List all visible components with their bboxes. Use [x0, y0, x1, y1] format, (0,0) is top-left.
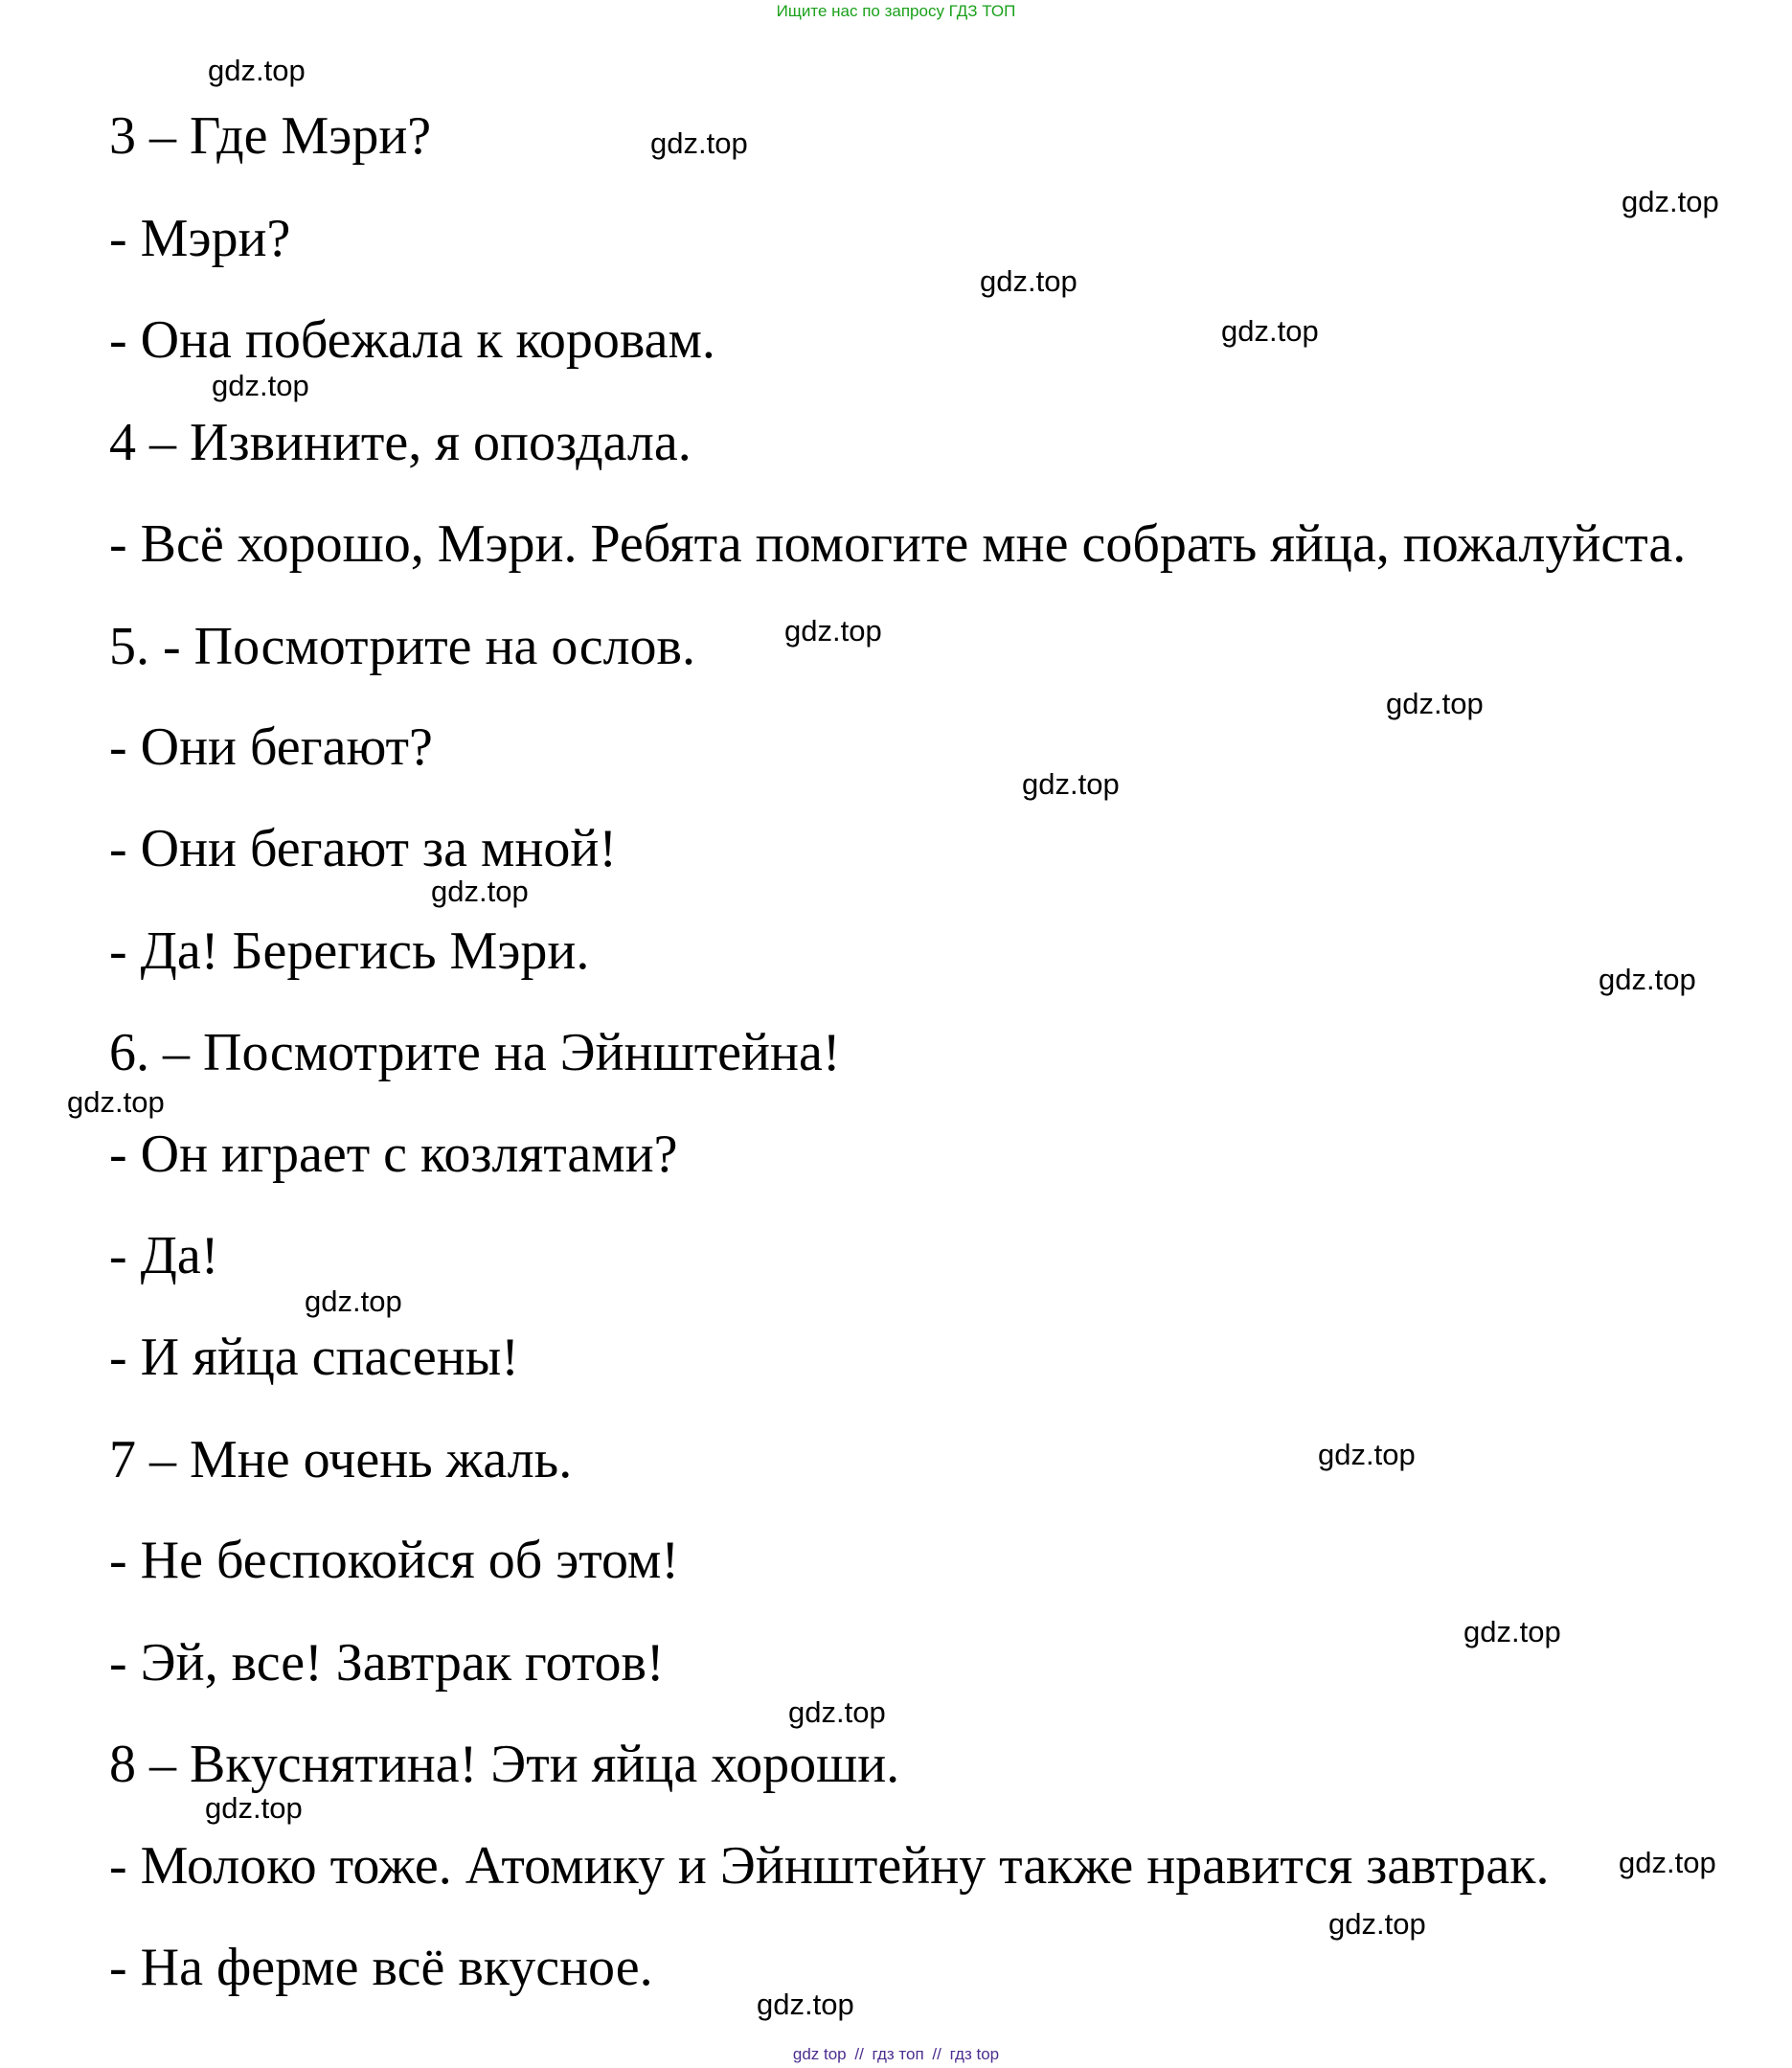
watermark: gdz.top — [1622, 185, 1719, 218]
dialogue-line: - Да! — [109, 1226, 219, 1285]
dialogue-line: - Молоко тоже. Атомику и Эйнштейну также нравится завтрак. — [109, 1836, 1550, 1896]
search-banner[interactable]: Ищите нас по запросу ГДЗ ТОП — [776, 2, 1016, 20]
watermark: gdz.top — [205, 1791, 303, 1825]
watermark: gdz.top — [305, 1284, 402, 1318]
watermark: gdz.top — [1463, 1615, 1561, 1648]
footer-links — [0, 2045, 1792, 2064]
dialogue-line: - Он играет с козлятами? — [109, 1125, 678, 1184]
dialogue-line: - Они бегают за мной! — [109, 819, 618, 878]
dialogue-line: 7 – Мне очень жаль. — [109, 1430, 573, 1489]
watermark: gdz.top — [757, 1988, 854, 2021]
watermark: gdz.top — [1318, 1438, 1416, 1471]
dialogue-line: - И яйца спасены! — [109, 1328, 519, 1387]
dialogue-line: 5. - Посмотрите на ослов. — [109, 617, 695, 676]
dialogue-line: - Она побежала к коровам. — [109, 310, 715, 370]
watermark: gdz.top — [431, 875, 529, 908]
dialogue-line: 8 – Вкуснятина! Эти яйца хороши. — [109, 1735, 900, 1794]
dialogue-line: 3 – Где Мэри? — [109, 106, 432, 166]
watermark: gdz.top — [650, 126, 748, 160]
watermark: gdz.top — [67, 1085, 165, 1119]
dialogue-line: - На ферме всё вкусное. — [109, 1938, 653, 1997]
watermark: gdz.top — [1328, 1907, 1426, 1941]
dialogue-line: - Они бегают? — [109, 717, 433, 777]
watermark: gdz.top — [212, 369, 309, 402]
watermark: gdz.top — [980, 264, 1077, 298]
watermark: gdz.top — [1022, 767, 1120, 801]
footer-link-gdz-top-ru[interactable]: гдз топ — [872, 2045, 924, 2063]
dialogue-line: 4 – Извините, я опоздала. — [109, 413, 692, 472]
footer-link-gdz-top[interactable]: gdz top — [792, 2045, 847, 2063]
footer-separator: // — [932, 2045, 941, 2063]
dialogue-line: - Всё хорошо, Мэри. Ребята помогите мне собрать яйца, пожалуйста. — [109, 514, 1687, 574]
footer-separator: // — [854, 2045, 864, 2063]
watermark: gdz.top — [1599, 963, 1696, 996]
dialogue-line: - Эй, все! Завтрак готов! — [109, 1633, 665, 1693]
watermark: gdz.top — [784, 614, 882, 648]
dialogue-line: - Не беспокойся об этом! — [109, 1531, 679, 1590]
watermark: gdz.top — [1221, 314, 1319, 348]
dialogue-line: - Да! Берегись Мэри. — [109, 921, 590, 981]
watermark: gdz.top — [1619, 1846, 1716, 1879]
watermark: gdz.top — [208, 54, 306, 87]
footer-link-gdz-top-mixed[interactable]: гдз top — [949, 2045, 1000, 2063]
watermark: gdz.top — [788, 1695, 886, 1729]
watermark: gdz.top — [1386, 687, 1484, 720]
dialogue-line: - Мэри? — [109, 209, 291, 268]
dialogue-line: 6. – Посмотрите на Эйнштейна! — [109, 1023, 841, 1082]
